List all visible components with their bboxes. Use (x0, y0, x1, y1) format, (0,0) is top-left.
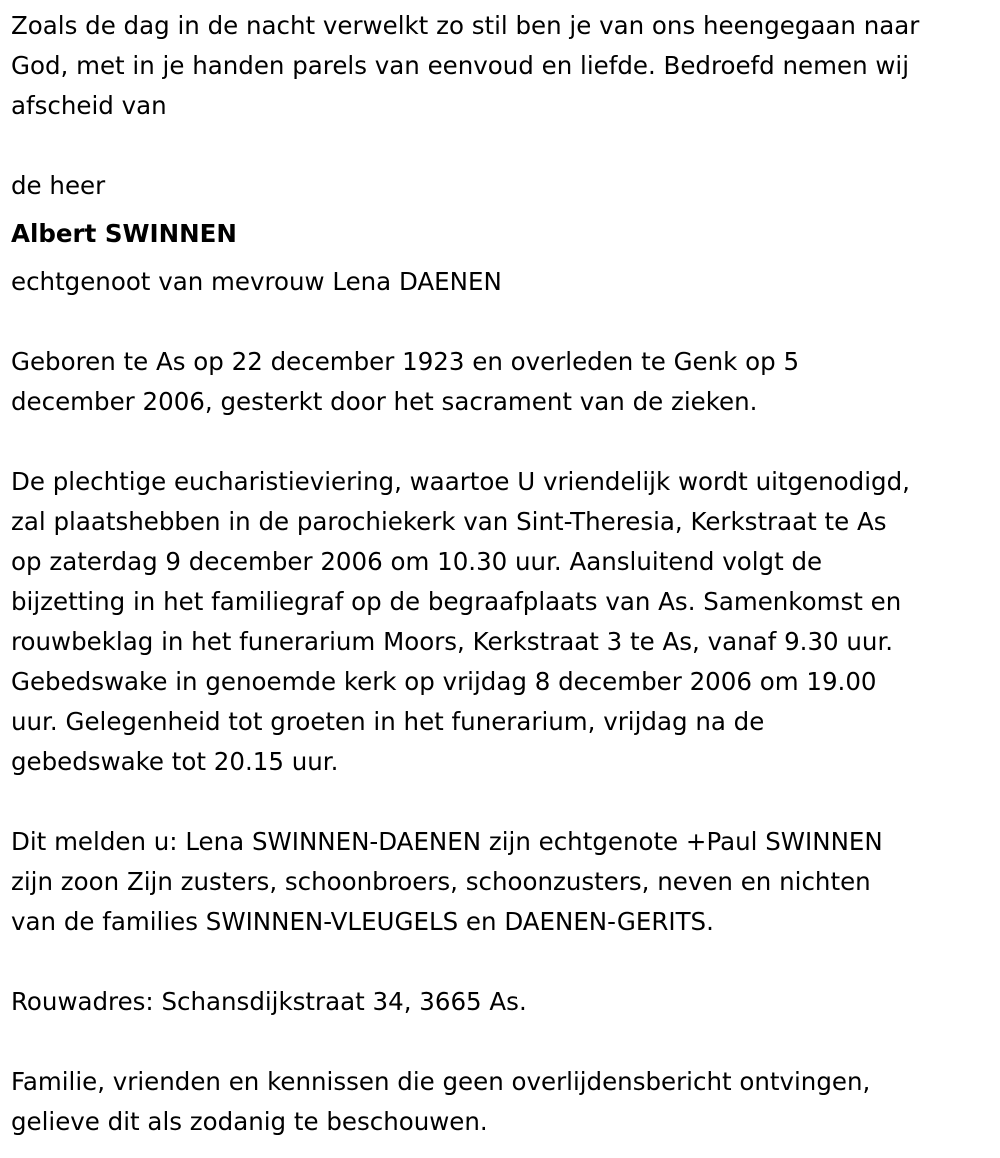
family-line: zijn zoon Zijn zusters, schoonbroers, schoonzusters, neven en nichten (11, 867, 871, 896)
address-line: Rouwadres: Schansdijkstraat 34, 3665 As. (11, 987, 527, 1016)
ceremony-line: bijzetting in het familiegraf op de begraafplaats van As. Samenkomst en (11, 587, 902, 616)
family-line: Dit melden u: Lena SWINNEN-DAENEN zijn echtgenote +Paul SWINNEN (11, 827, 883, 856)
closing-line: gelieve dit als zodanig te beschouwen. (11, 1107, 488, 1136)
birth-death-line: december 2006, gesterkt door het sacrament van de zieken. (11, 387, 758, 416)
ceremony-line: De plechtige eucharistieviering, waartoe U vriendelijk wordt uitgenodigd, (11, 467, 910, 496)
deceased-name: Albert SWINNEN (11, 219, 237, 248)
salutation: de heer (11, 171, 106, 200)
ceremony-line: Gebedswake in genoemde kerk op vrijdag 8 december 2006 om 19.00 (11, 667, 877, 696)
ceremony-line: gebedswake tot 20.15 uur. (11, 747, 339, 776)
spouse-line: echtgenoot van mevrouw Lena DAENEN (11, 267, 502, 296)
family-line: van de families SWINNEN-VLEUGELS en DAENEN-GERITS. (11, 907, 714, 936)
intro-line: God, met in je handen parels van eenvoud en liefde. Bedroefd nemen wij (11, 51, 910, 80)
intro-line: afscheid van (11, 91, 167, 120)
ceremony-line: op zaterdag 9 december 2006 om 10.30 uur. Aansluitend volgt de (11, 547, 823, 576)
ceremony-line: uur. Gelegenheid tot groeten in het funerarium, vrijdag na de (11, 707, 765, 736)
ceremony-line: zal plaatshebben in de parochiekerk van Sint-Theresia, Kerkstraat te As (11, 507, 887, 536)
ceremony-line: rouwbeklag in het funerarium Moors, Kerkstraat 3 te As, vanaf 9.30 uur. (11, 627, 894, 656)
closing-line: Familie, vrienden en kennissen die geen overlijdensbericht ontvingen, (11, 1067, 871, 1096)
birth-death-line: Geboren te As op 22 december 1923 en overleden te Genk op 5 (11, 347, 800, 376)
intro-line: Zoals de dag in de nacht verwelkt zo stil ben je van ons heengegaan naar (11, 11, 920, 40)
